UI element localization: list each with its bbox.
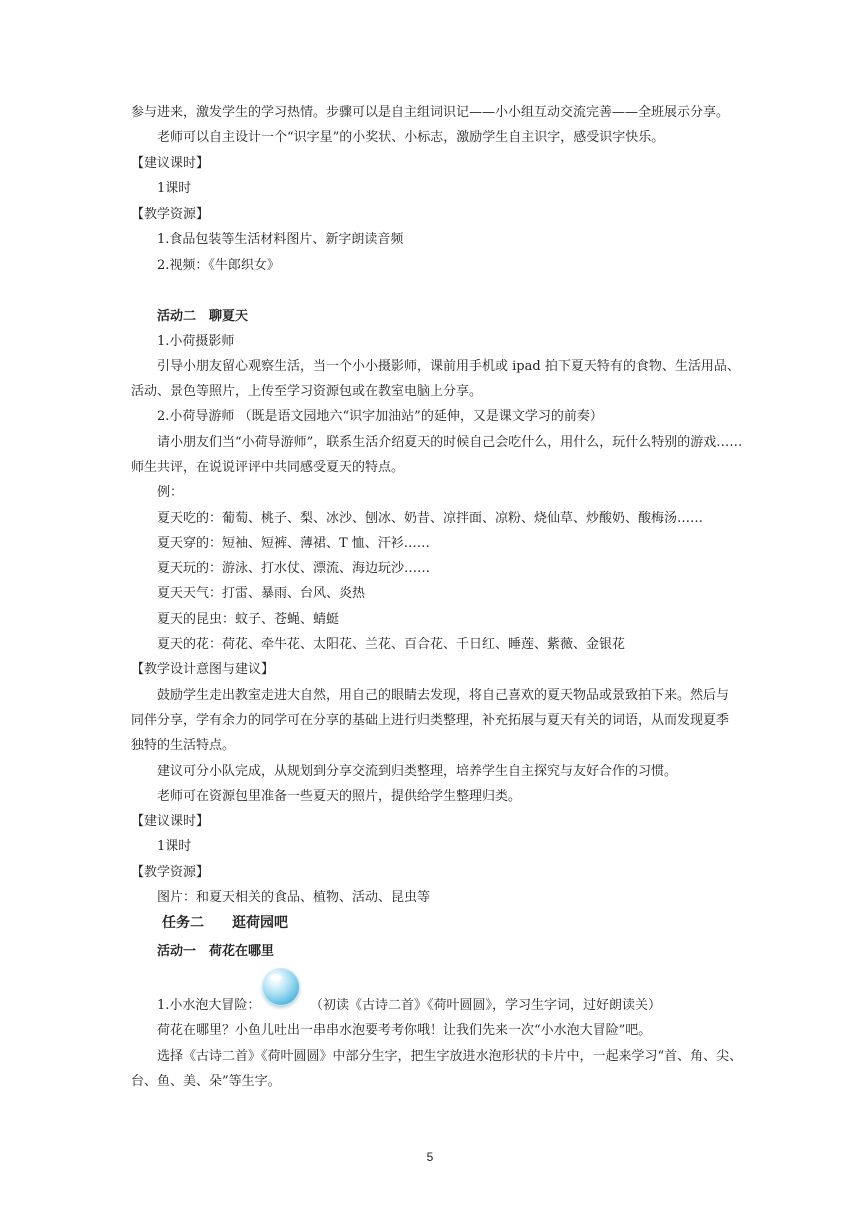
paragraph-line: 建议可分小队完成，从规划到分享交流到归类整理，培养学生自主探究与友好合作的习惯。 xyxy=(157,764,678,779)
paragraph-line: 师生共评，在说说评评中共同感受夏天的特点。 xyxy=(131,460,405,475)
paragraph-line: 参与进来，激发学生的学习热情。步骤可以是自主组词识记——小小组互动交流完善——全班展示分享。 xyxy=(131,105,730,120)
paragraph-line: 1课时 xyxy=(157,839,192,854)
example-line: 夏天的昆虫：蚊子、苍蝇、蜻蜓 xyxy=(157,612,340,627)
paragraph-line: 引导小朋友留心观察生活，当一个小小摄影师，课前用手机或 ipad 拍下夏天特有的食物、生活用品、 xyxy=(157,359,740,374)
paragraph-line: 活动、景色等照片，上传至学习资源包或在教室电脑上分享。 xyxy=(131,384,483,399)
paragraph-line: 老师可在资源包里准备一些夏天的照片，提供给学生整理归类。 xyxy=(157,789,522,804)
water-bubble-icon xyxy=(262,968,300,1006)
section-label: 【教学资源】 xyxy=(131,865,210,880)
subheading: 1.小水泡大冒险： xyxy=(157,998,261,1013)
section-label: 【教学资源】 xyxy=(131,207,210,222)
subheading: 1.小荷摄影师 xyxy=(157,334,235,349)
subheading: 2.小荷导游师 （既是语文园地六“识字加油站”的延伸，又是课文学习的前奏） xyxy=(157,409,603,424)
page-number: 5 xyxy=(426,1150,434,1164)
example-line: 夏天穿的：短袖、短裤、薄裙、T 恤、汗衫…… xyxy=(157,536,430,551)
section-label: 【教学设计意图与建议】 xyxy=(131,662,275,677)
paragraph-line: 请小朋友们当“小荷导游师”，联系生活介绍夏天的时候自己会吃什么，用什么，玩什么特别的游戏…… xyxy=(157,435,743,450)
example-line: 夏天吃的：葡萄、桃子、梨、冰沙、刨冰、奶昔、凉拌面、凉粉、烧仙草、炒酸奶、酸梅汤…… xyxy=(157,511,704,526)
paragraph-line: 选择《古诗二首》《荷叶圆圆》中部分生字，把生字放进水泡形状的卡片中，一起来学习“首、角、尖、 xyxy=(157,1049,743,1064)
paragraph-line: 荷花在哪里？小鱼儿吐出一串串水泡要考考你哦！让我们先来一次“小水泡大冒险”吧。 xyxy=(157,1023,652,1038)
activity-heading: 活动一 荷花在哪里 xyxy=(157,944,275,959)
paragraph-line: 同伴分享，学有余力的同学可在分享的基础上进行归类整理，补充拓展与夏天有关的词语，从而发现夏季 xyxy=(131,713,730,728)
section-label: 【建议课时】 xyxy=(131,156,210,171)
paragraph-line: 图片：和夏天相关的食品、植物、活动、昆虫等 xyxy=(157,890,431,905)
section-label: 【建议课时】 xyxy=(131,814,210,829)
example-line: 夏天玩的：游泳、打水仗、漂流、海边玩沙…… xyxy=(157,561,431,576)
paragraph-line: 1课时 xyxy=(157,181,192,196)
paragraph-line: 鼓励学生走出教室走进大自然，用自己的眼睛去发现，将自己喜欢的夏天物品或景致拍下来。然后与 xyxy=(157,688,730,703)
task-heading: 任务二 逛荷园吧 xyxy=(162,915,288,931)
example-line: 夏天天气：打雷、暴雨、台风、炎热 xyxy=(157,586,366,601)
paragraph-line: 老师可以自主设计一个“识字星”的小奖状、小标志，激励学生自主识字，感受识字快乐。 xyxy=(157,130,665,145)
activity-heading: 活动二 聊夏天 xyxy=(157,309,249,324)
example-line: 夏天的花：荷花、牵牛花、太阳花、兰花、百合花、千日红、睡莲、紫薇、金银花 xyxy=(157,637,626,652)
paragraph-line: （初读《古诗二首》《荷叶圆圆》，学习生字词，过好朗读关） xyxy=(310,998,662,1013)
list-item: 2.视频：《牛郎织女》 xyxy=(157,258,280,273)
list-item: 1.食品包装等生活材料图片、新字朗读音频 xyxy=(157,232,404,247)
paragraph-line: 例： xyxy=(157,485,184,500)
paragraph-line: 台、鱼、美、朵”等生字。 xyxy=(131,1074,281,1089)
paragraph-line: 独特的生活特点。 xyxy=(131,738,236,753)
